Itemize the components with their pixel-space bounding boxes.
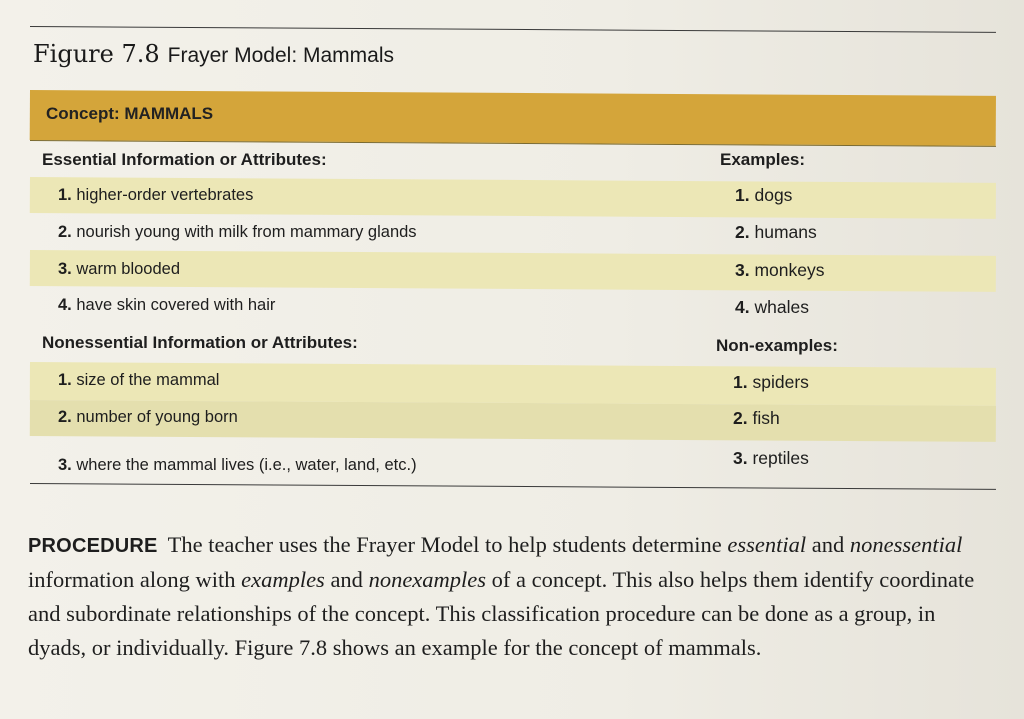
essential-item-3: 3. warm blooded: [58, 260, 180, 278]
nonessential-item-2: 2. number of young born: [58, 408, 238, 426]
figure-number: Figure 7.8: [33, 40, 160, 68]
figure-title: [33, 40, 394, 68]
example-item-3: 3. monkeys: [735, 260, 825, 280]
concept-label: Concept: MAMMALS: [46, 104, 214, 123]
procedure-heading: PROCEDURE: [28, 535, 158, 557]
nonessential-heading: Nonessential Information or Attributes:: [42, 333, 358, 352]
bottom-rule: [30, 483, 996, 490]
essential-item-2: 2. nourish young with milk from mammary glands: [58, 223, 417, 241]
figure-caption: Frayer Model: Mammals: [167, 44, 395, 67]
top-rule: [30, 26, 996, 33]
procedure-paragraph: PROCEDURE The teacher uses the Frayer Model to help students determine essential and nonessential information along with examples and nonexamples of a concept. This also helps them identify coordinate and subordinate relationships of the concept. This classification procedure can be done as a group, in dyads, or individually. Figure 7.8 shows an example for the concept of mammals.: [28, 532, 975, 660]
examples-heading: Examples:: [720, 150, 806, 169]
essential-item-1: 1. higher-order vertebrates: [58, 186, 254, 204]
nonexample-item-2: 2. fish: [733, 408, 780, 428]
nonessential-item-1: 1. size of the mammal: [58, 371, 220, 389]
example-item-4: 4. whales: [735, 297, 809, 317]
nonessential-item-3: 3. where the mammal lives (i.e., water, land, etc.): [58, 456, 417, 474]
example-item-2: 2. humans: [735, 222, 817, 242]
nonexample-item-1: 1. spiders: [733, 372, 809, 392]
essential-heading: Essential Information or Attributes:: [42, 150, 327, 169]
example-item-1: 1. dogs: [735, 185, 793, 205]
nonexamples-heading: Non-examples:: [716, 336, 838, 355]
essential-item-4: 4. have skin covered with hair: [58, 296, 276, 314]
nonexample-item-3: 3. reptiles: [733, 448, 809, 468]
